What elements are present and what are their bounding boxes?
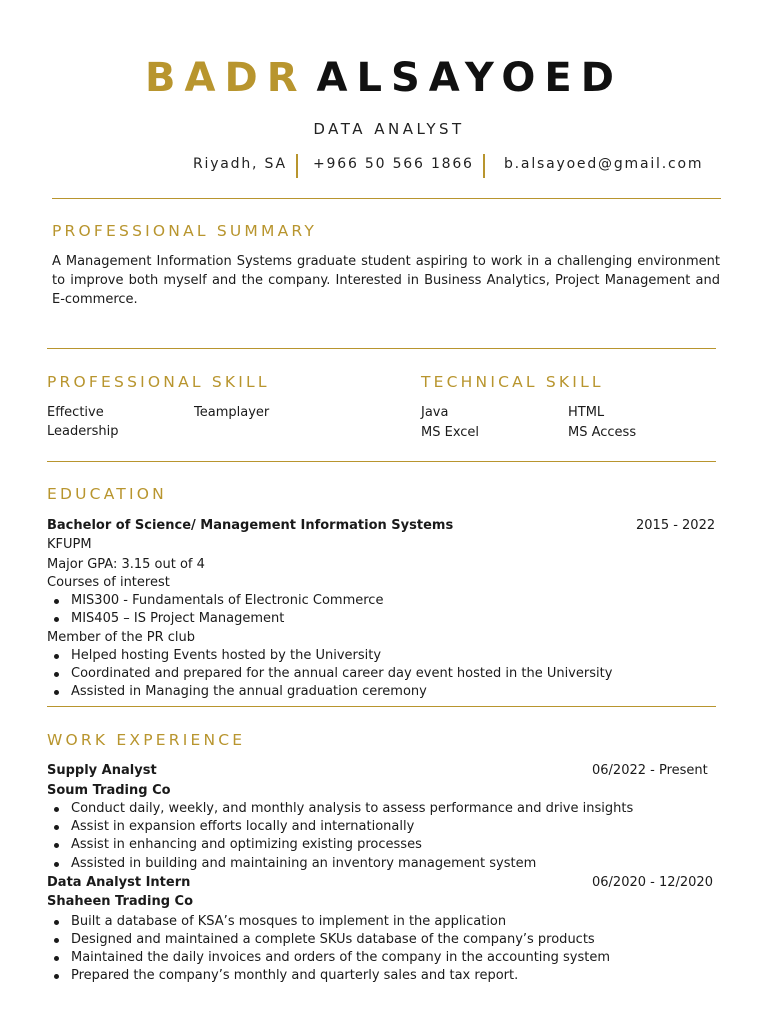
work-experience-heading: WORK EXPERIENCE	[47, 731, 246, 749]
gpa-text: Major GPA: 3.15 out of 4	[47, 557, 205, 572]
job-title: Data Analyst Intern	[47, 875, 191, 890]
last-name: ALSAYOED	[316, 55, 623, 101]
job-bullet: Designed and maintained a complete SKUs database of the company’s products	[71, 931, 595, 949]
education-dates: 2015 - 2022	[636, 518, 716, 533]
section-divider	[52, 198, 721, 199]
skill-item: Java	[421, 405, 449, 420]
summary-text: A Management Information Systems graduate student aspiring to work in a challenging environment to improve both myself and the company. Interested in Business Analytics, Project Management and E-commerce.	[52, 254, 720, 307]
section-divider	[47, 348, 716, 349]
candidate-name	[0, 55, 768, 101]
club-item: Coordinated and prepared for the annual career day event hosted in the University	[71, 665, 612, 683]
club-item: Assisted in Managing the annual graduation ceremony	[71, 683, 427, 701]
skill-item: MS Access	[568, 425, 637, 440]
job-role: DATA ANALYST	[313, 120, 465, 138]
company-name: Soum Trading Co	[47, 783, 171, 798]
technical-skill-heading: TECHNICAL SKILL	[421, 373, 604, 391]
skill-item: Teamplayer	[194, 405, 270, 420]
school-name: KFUPM	[47, 537, 92, 552]
job-bullet: Maintained the daily invoices and orders of the company in the accounting system	[71, 949, 610, 967]
phone-text: +966 50 566 1866	[313, 156, 474, 172]
job-bullet: Prepared the company’s monthly and quarterly sales and tax report.	[71, 967, 518, 985]
email-link[interactable]: b.alsayoed@gmail.com	[504, 156, 704, 172]
section-divider	[47, 706, 716, 707]
company-name: Shaheen Trading Co	[47, 894, 194, 909]
job-dates: 06/2020 - 12/2020	[592, 875, 713, 890]
job-title: Supply Analyst	[47, 763, 157, 778]
club-label: Member of the PR club	[47, 630, 195, 645]
job-bullet: Assist in expansion efforts locally and internationally	[71, 818, 414, 836]
section-divider	[47, 461, 716, 462]
contact-divider	[296, 154, 298, 178]
course-item: MIS405 – IS Project Management	[71, 610, 284, 628]
summary-heading: PROFESSIONAL SUMMARY	[52, 222, 318, 240]
contact-divider	[483, 154, 485, 178]
skill-item: Effective Leadership	[47, 405, 119, 439]
first-name: BADR	[145, 55, 307, 101]
job-dates: 06/2022 - Present	[592, 763, 708, 778]
course-item: MIS300 - Fundamentals of Electronic Commerce	[71, 592, 383, 610]
courses-label: Courses of interest	[47, 575, 170, 590]
degree-title: Bachelor of Science/ Management Information Systems	[47, 518, 454, 533]
club-item: Helped hosting Events hosted by the University	[71, 647, 381, 665]
job-bullet: Assist in enhancing and optimizing existing processes	[71, 836, 422, 854]
job-bullet: Assisted in building and maintaining an inventory management system	[71, 855, 536, 873]
education-heading: EDUCATION	[47, 485, 167, 503]
skill-item: HTML	[568, 405, 605, 420]
skill-item: MS Excel	[421, 425, 480, 440]
professional-skill-heading: PROFESSIONAL SKILL	[47, 373, 270, 391]
job-bullet: Conduct daily, weekly, and monthly analysis to assess performance and drive insights	[71, 800, 633, 818]
job-bullet: Built a database of KSA’s mosques to implement in the application	[71, 913, 506, 931]
location-text: Riyadh, SA	[193, 156, 287, 172]
